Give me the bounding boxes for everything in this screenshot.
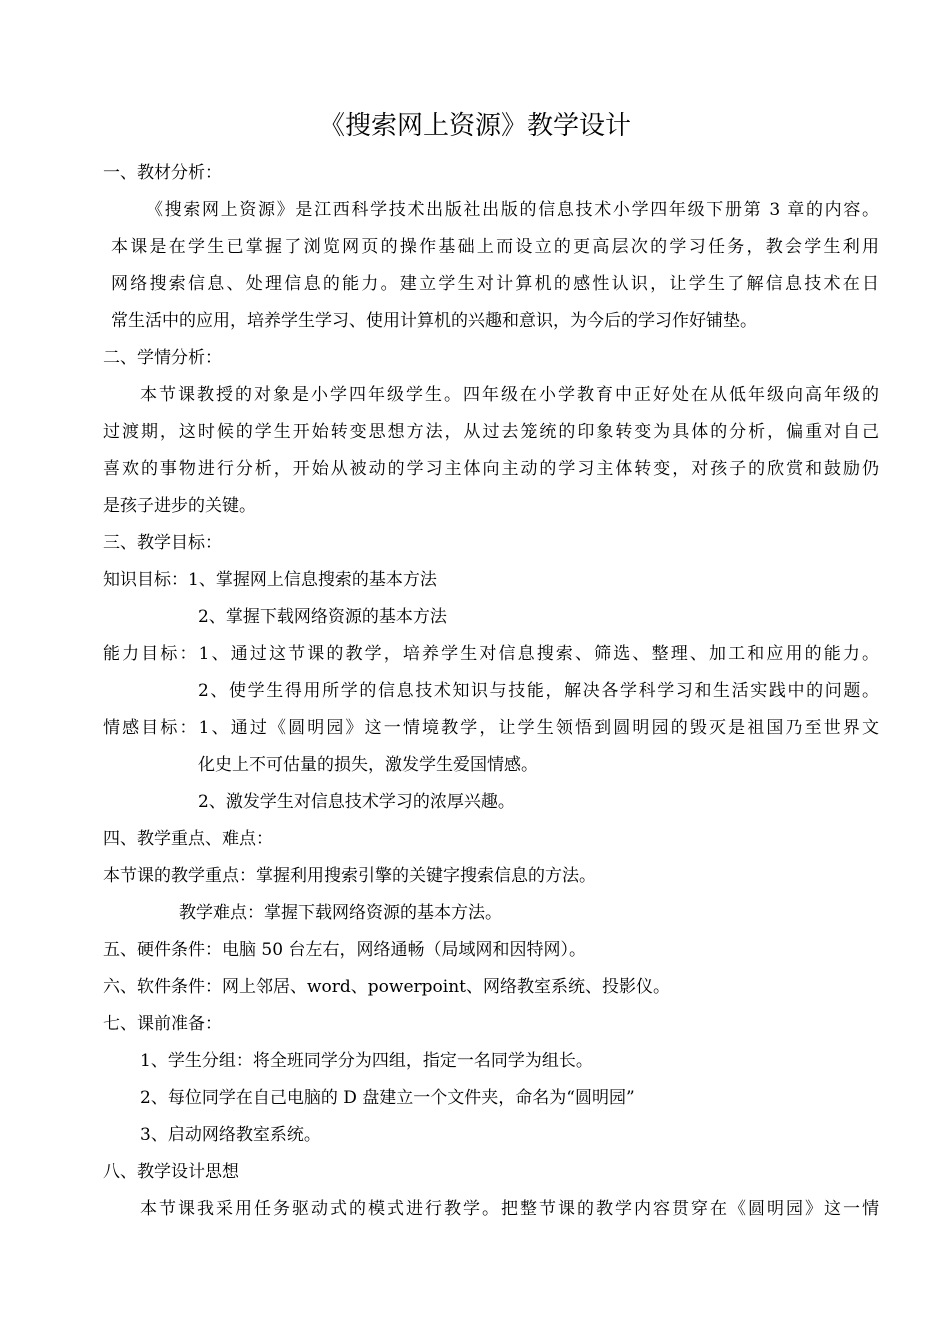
paragraph-line: 本节课教授的对象是小学四年级学生。四年级在小学教育中正好处在从低年级向高年级的 bbox=[140, 385, 879, 405]
difficult-point: 教学难点：掌握下载网络资源的基本方法。 bbox=[179, 903, 502, 923]
knowledge-goal-1: 知识目标：1、掌握网上信息搜索的基本方法 bbox=[103, 570, 437, 590]
paragraph-line: 是孩子进步的关键。 bbox=[103, 496, 256, 516]
ability-goal-2: 2、使学生得用所学的信息技术知识与技能，解决各学科学习和生活实践中的问题。 bbox=[198, 681, 879, 701]
knowledge-goal-2: 2、掌握下载网络资源的基本方法 bbox=[198, 607, 447, 627]
paragraph-line: 《搜索网上资源》是江西科学技术出版社出版的信息技术小学四年级下册第 3 章的内容。 bbox=[146, 200, 879, 220]
document-title: 《搜索网上资源》教学设计 bbox=[318, 111, 631, 141]
emotion-goal-2: 2、激发学生对信息技术学习的浓厚兴趣。 bbox=[198, 792, 515, 812]
heading-design-idea: 八、教学设计思想 bbox=[103, 1162, 239, 1182]
preparation-item-3: 3、启动网络教室系统。 bbox=[140, 1125, 321, 1145]
emotion-goal-1-continued: 化史上不可估量的损失，激发学生爱国情感。 bbox=[198, 755, 538, 775]
heading-key-points: 四、教学重点、难点： bbox=[103, 829, 273, 849]
key-point: 本节课的教学重点：掌握利用搜索引擎的关键字搜索信息的方法。 bbox=[103, 866, 596, 886]
software-conditions: 六、软件条件：网上邻居、word、powerpoint、网络教室系统、投影仪。 bbox=[103, 977, 670, 997]
heading-textbook-analysis: 一、教材分析： bbox=[103, 163, 222, 183]
heading-preparation: 七、课前准备： bbox=[103, 1014, 222, 1034]
paragraph-line: 本节课我采用任务驱动式的模式进行教学。把整节课的教学内容贯穿在《圆明园》这一情 bbox=[140, 1199, 879, 1219]
paragraph-line: 喜欢的事物进行分析，开始从被动的学习主体向主动的学习主体转变，对孩子的欣赏和鼓励仍 bbox=[103, 459, 879, 479]
ability-goal-1: 能力目标：1、通过这节课的教学，培养学生对信息搜索、筛选、整理、加工和应用的能力。 bbox=[103, 644, 879, 664]
paragraph-line: 过渡期，这时候的学生开始转变思想方法，从过去笼统的印象转变为具体的分析，偏重对自己 bbox=[103, 422, 879, 442]
preparation-item-1: 1、学生分组：将全班同学分为四组，指定一名同学为组长。 bbox=[140, 1051, 593, 1071]
heading-student-analysis: 二、学情分析： bbox=[103, 348, 222, 368]
paragraph-line: 网络搜索信息、处理信息的能力。建立学生对计算机的感性认识，让学生了解信息技术在日 bbox=[111, 274, 879, 294]
heading-teaching-goals: 三、教学目标： bbox=[103, 533, 222, 553]
emotion-goal-1: 情感目标：1、通过《圆明园》这一情境教学，让学生领悟到圆明园的毁灭是祖国乃至世界文 bbox=[103, 718, 879, 738]
hardware-conditions: 五、硬件条件：电脑 50 台左右，网络通畅（局域网和因特网）。 bbox=[103, 940, 586, 960]
paragraph-line: 本课是在学生已掌握了浏览网页的操作基础上而设立的更高层次的学习任务，教会学生利用 bbox=[111, 237, 879, 257]
paragraph-line: 常生活中的应用，培养学生学习、使用计算机的兴趣和意识，为今后的学习作好铺垫。 bbox=[111, 311, 757, 331]
preparation-item-2: 2、每位同学在自己电脑的 D 盘建立一个文件夹，命名为“圆明园” bbox=[140, 1088, 635, 1108]
